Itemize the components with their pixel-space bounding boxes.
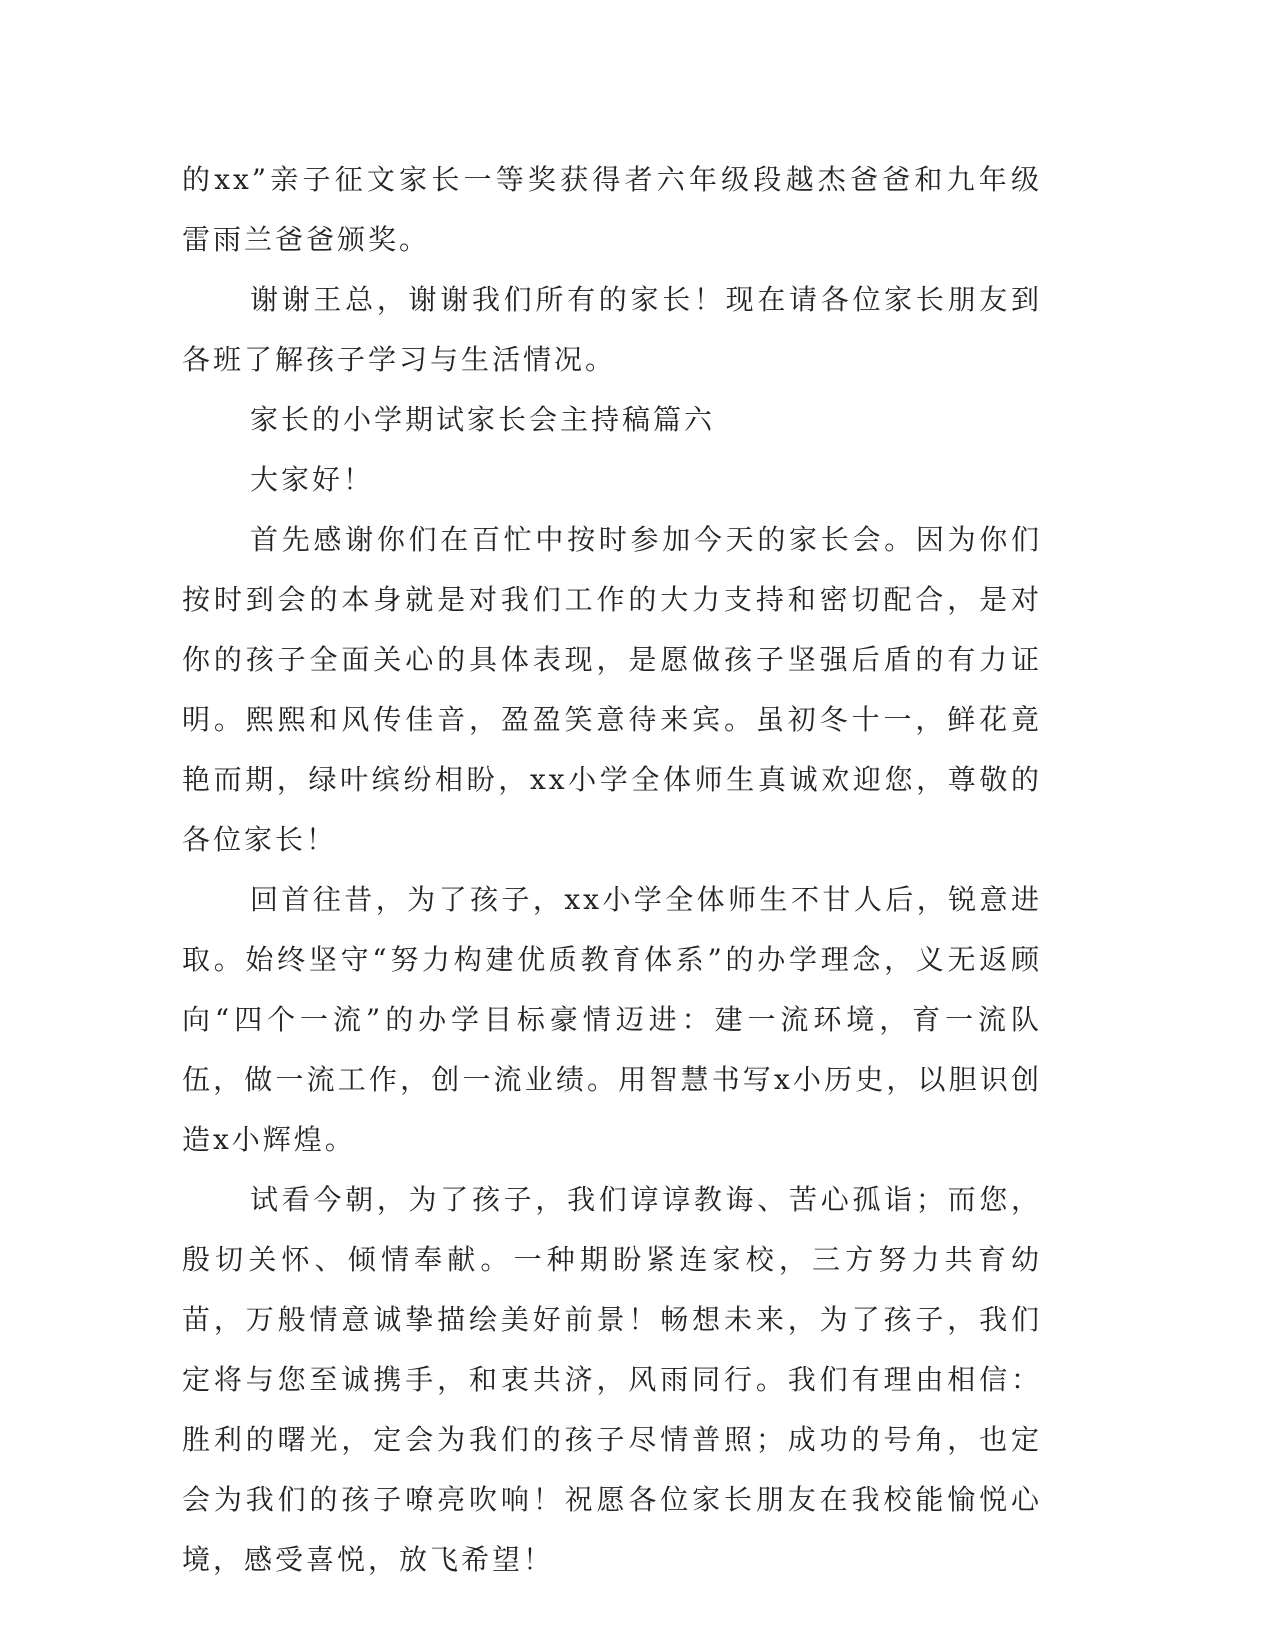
paragraph-retrospect: 回首往昔，为了孩子，xx小学全体师生不甘人后，锐意进取。始终坚守“努力构建优质教育体系”的办学理念，义无返顾向“四个一流”的办学目标豪情迈进：建一流环境，育一流队伍，做一流工作，创一流业绩。用智慧书写x小历史，以胆识创造x小辉煌。 bbox=[182, 883, 1042, 1156]
section-heading: 家长的小学期试家长会主持稿篇六 bbox=[250, 403, 716, 436]
paragraph-thanks: 谢谢王总，谢谢我们所有的家长！现在请各位家长朋友到各班了解孩子学习与生活情况。 bbox=[182, 283, 1042, 376]
document-body bbox=[182, 150, 1042, 1590]
greeting: 大家好！ bbox=[250, 463, 375, 496]
paragraph-welcome: 首先感谢你们在百忙中按时参加今天的家长会。因为你们按时到会的本身就是对我们工作的大力支持和密切配合，是对你的孩子全面关心的具体表现，是愿做孩子坚强后盾的有力证明。熙熙和风传佳音，盈盈笑意待来宾。虽初冬十一，鲜花竟艳而期，绿叶缤纷相盼，xx小学全体师生真诚欢迎您，尊敬的各位家长！ bbox=[182, 523, 1042, 856]
paragraph-continuation: 的xx”亲子征文家长一等奖获得者六年级段越杰爸爸和九年级雷雨兰爸爸颁奖。 bbox=[182, 163, 1042, 256]
paragraph-outlook: 试看今朝，为了孩子，我们谆谆教诲、苦心孤诣；而您，殷切关怀、倾情奉献。一种期盼紧连家校，三方努力共育幼苗，万般情意诚挚描绘美好前景！畅想未来，为了孩子，我们定将与您至诚携手，和衷共济，风雨同行。我们有理由相信：胜利的曙光，定会为我们的孩子尽情普照；成功的号角，也定会为我们的孩子嘹亮吹响！祝愿各位家长朋友在我校能愉悦心境，感受喜悦，放飞希望！ bbox=[182, 1183, 1042, 1576]
